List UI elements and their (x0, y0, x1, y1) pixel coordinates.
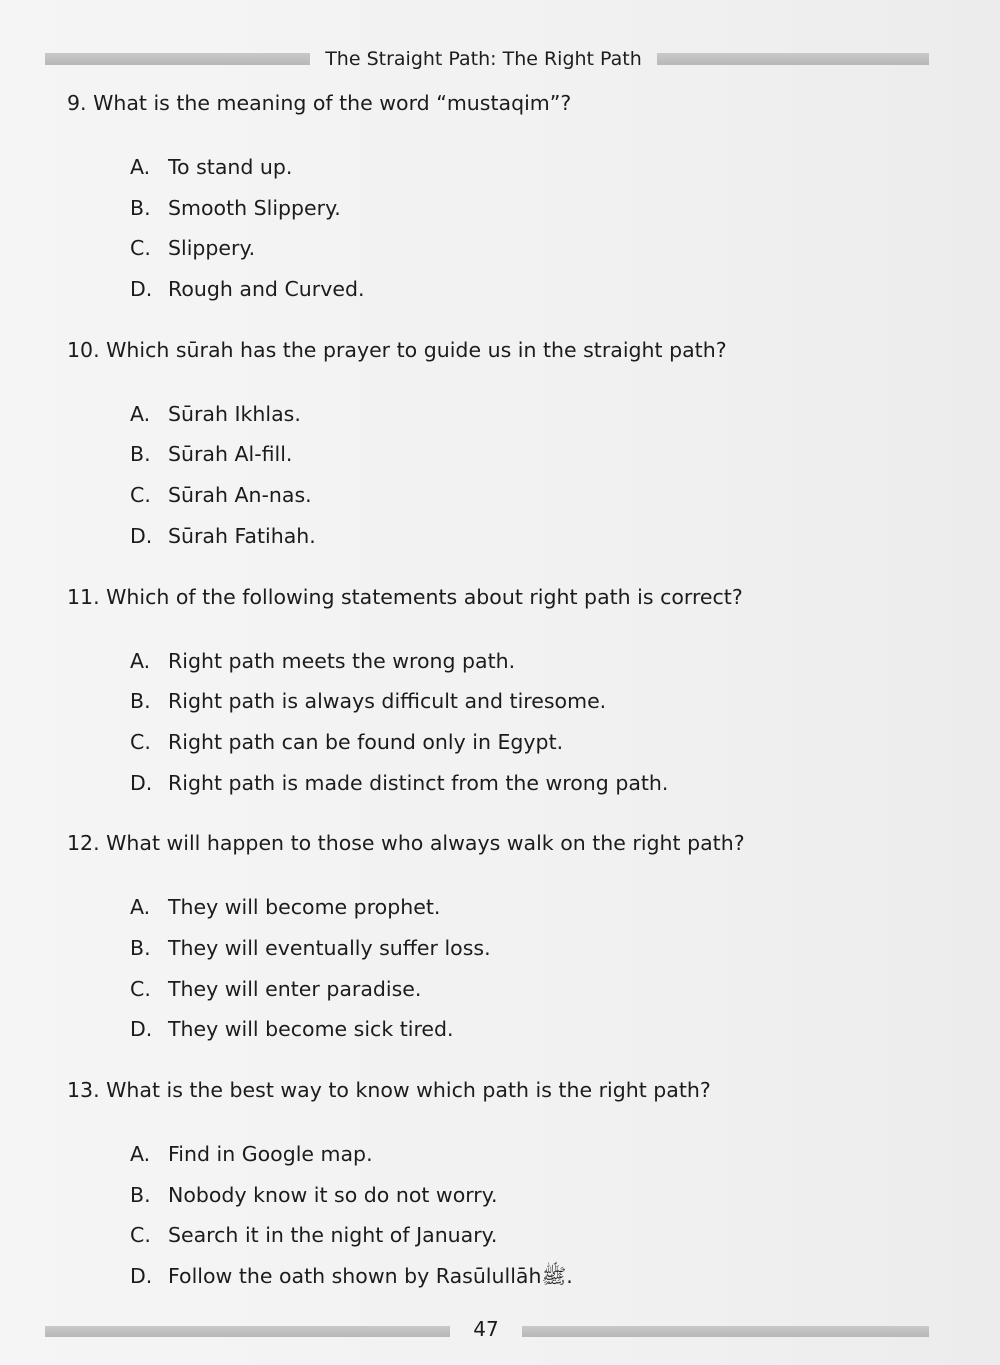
spacer (67, 315, 947, 335)
option-letter: C. (130, 236, 151, 261)
question-11 (67, 582, 947, 809)
option-letter: D. (130, 1017, 153, 1042)
option-list (67, 152, 947, 315)
option-c (130, 480, 947, 521)
question-12 (67, 828, 947, 1055)
option-text: Right path can be found only in Egypt. (168, 729, 564, 754)
option-a (130, 399, 947, 440)
option-text: Sūrah Ikhlas. (168, 401, 301, 426)
header-bar-left (45, 53, 310, 65)
option-text: Sūrah Al-fill. (168, 442, 293, 467)
option-letter: C. (130, 483, 151, 508)
option-letter: B. (130, 689, 151, 714)
spacer (67, 1055, 947, 1075)
option-c (130, 1220, 947, 1261)
option-text: Sūrah An-nas. (168, 483, 312, 508)
question-list (67, 88, 947, 1302)
option-text: Right path is made distinct from the wrong path. (168, 770, 669, 795)
footer-bar-right (522, 1326, 929, 1337)
option-letter: A. (130, 155, 151, 179)
page-header (45, 46, 929, 72)
question-10 (67, 335, 947, 562)
option-letter: D. (130, 277, 153, 302)
footer-bar-left (45, 1326, 450, 1337)
option-d (130, 768, 947, 809)
question-13 (67, 1075, 947, 1302)
option-text: Smooth Slippery. (168, 195, 341, 220)
option-d (130, 521, 947, 562)
option-text: To stand up. (168, 155, 293, 179)
option-c (130, 974, 947, 1015)
option-list (67, 399, 947, 562)
option-a (130, 892, 947, 933)
option-a (130, 646, 947, 687)
option-letter: B. (130, 442, 151, 467)
option-letter: D. (130, 523, 153, 548)
option-letter: B. (130, 935, 151, 960)
option-c (130, 233, 947, 274)
option-b (130, 1180, 947, 1221)
option-letter: D. (130, 1264, 153, 1289)
option-letter: C. (130, 976, 151, 1001)
option-text: Find in Google map. (168, 1142, 373, 1166)
option-text: They will become sick tired. (168, 1017, 454, 1042)
option-text: Rough and Curved. (168, 277, 365, 302)
option-list (67, 646, 947, 809)
option-d (130, 274, 947, 315)
option-letter: B. (130, 1182, 151, 1207)
question-text: 13. What is the best way to know which path is the right path? (67, 1078, 711, 1102)
option-b (130, 193, 947, 234)
option-letter: A. (130, 401, 151, 426)
option-letter: A. (130, 895, 151, 920)
option-text: They will eventually suffer loss. (168, 935, 491, 960)
option-c (130, 727, 947, 768)
option-text: Follow the oath shown by Rasūlullāhﷺ. (168, 1264, 573, 1289)
option-letter: B. (130, 195, 151, 220)
option-letter: D. (130, 770, 153, 795)
spacer (67, 808, 947, 828)
page-number: 47 (473, 1317, 499, 1341)
option-text: They will enter paradise. (168, 976, 422, 1001)
option-text: Nobody know it so do not worry. (168, 1182, 498, 1207)
option-text: Right path meets the wrong path. (168, 648, 516, 673)
option-b (130, 933, 947, 974)
option-list (67, 1139, 947, 1302)
spacer (67, 562, 947, 582)
page-footer (45, 1314, 929, 1344)
question-text: 12. What will happen to those who always walk on the right path? (67, 831, 745, 856)
option-letter: A. (130, 648, 151, 673)
option-a (130, 152, 947, 193)
header-bar-right (657, 53, 929, 65)
option-letter: A. (130, 1142, 151, 1166)
option-text: They will become prophet. (168, 895, 441, 920)
option-b (130, 686, 947, 727)
option-d (130, 1014, 947, 1055)
question-text: 10. Which sūrah has the prayer to guide us in the straight path? (67, 337, 727, 362)
option-a (130, 1139, 947, 1180)
option-letter: C. (130, 729, 151, 754)
header-title: The Straight Path: The Right Path (325, 48, 642, 70)
option-text: Search it in the night of January. (168, 1223, 498, 1248)
option-letter: C. (130, 1223, 151, 1248)
option-b (130, 439, 947, 480)
option-text: Sūrah Fatihah. (168, 523, 316, 548)
option-text: Slippery. (168, 236, 256, 261)
option-d (130, 1261, 947, 1302)
question-9 (67, 88, 947, 315)
option-text: Right path is always difficult and tiresome. (168, 689, 607, 714)
question-text: 9. What is the meaning of the word “mustaqim”? (67, 91, 572, 115)
option-list (67, 892, 947, 1055)
question-text: 11. Which of the following statements about right path is correct? (67, 584, 743, 609)
